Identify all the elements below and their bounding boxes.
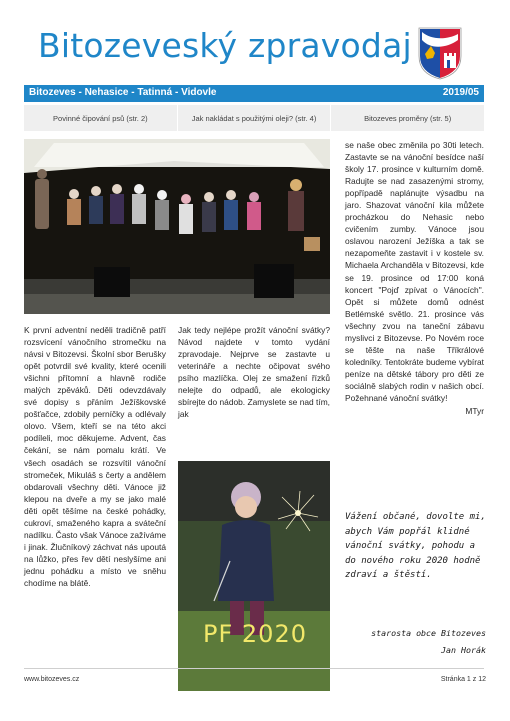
signature-name: Jan Horák bbox=[441, 645, 486, 655]
article-column-3 bbox=[345, 139, 484, 417]
article-signature: MTyr bbox=[465, 406, 484, 417]
page-number: Stránka 1 z 12 bbox=[440, 676, 486, 683]
teaser-item[interactable]: Jak nakládat s použitými oleji? (str. 4) bbox=[177, 105, 331, 131]
page-title: Bitozeveský zpravodaj bbox=[38, 26, 412, 65]
choir-photo bbox=[24, 139, 330, 314]
signature-role: starosta obce Bitozeves bbox=[371, 628, 486, 638]
header-bar bbox=[24, 85, 484, 102]
teaser-item[interactable]: Bitozeves proměny (str. 5) bbox=[330, 105, 484, 131]
footer-divider bbox=[24, 668, 484, 669]
article-column-3-text: se naše obec změnila po 30ti letech. Zastavte se na vánoční besídce naší školy 17. prosince v kulturním domě. Radujte se nad zasazenými stromy, popřípadě naplánujte výsadbu na jaro. Shazovat vánoční kila můžete procházkou do Nehasic nebo cvičením zumby. Vánoce jsou oslavou narození Ježíška a tak se nezapomeňte zastavit i v kostele sv. Michaela Archanděla v Bitozevsi, kde se 19. prosince od 17:00 koná koncert "Pojď zpívat o Vánocích". Opět si můžete domů odnést Betlémské světlo. 21. prosince vás všechny zvou na taneční zábavu myslivci z Bitozevse. Po Novém roce se těšte na naše Tříkrálové koledníky. Tentokráte budeme vybírat peníze na dětské tábory pro děti ze sociálně slabých rodin v našich obcí. Požehnané vánoční svátky! bbox=[345, 140, 484, 403]
issue-number: 2019/05 bbox=[442, 87, 479, 98]
article-column-2: Jak tedy nejlépe prožít vánoční svátky? Návod najdete v tomto vydání zpravodaje. Nejprve se zastavte u veterináře a nechte očipovat svého psího mazlíčka. Olej ze smažení řízků nelejte do odpadů, ale ekologicky sbírejte do nádob. Zamyslete se nad tím, jak bbox=[178, 325, 330, 420]
teaser-strip bbox=[24, 105, 484, 131]
footer-website-link[interactable]: www.bitozeves.cz bbox=[24, 676, 80, 683]
villages-label: Bitozeves - Nehasice - Tatinná - Vidovle bbox=[29, 87, 217, 98]
municipal-crest-icon bbox=[417, 26, 463, 80]
greeting-text: Vážení občané, dovolte mi, abych Vám popřál klidné vánoční svátky, pohodu a do nového roku 2020 hodně zdraví a štěstí. bbox=[345, 512, 486, 581]
photo-caption: PF 2020 bbox=[203, 620, 307, 648]
article-column-1: K první adventní neděli tradičně patří rozsvícení vánočního stromečku na návsi v Bitozevsi. Školní sbor Berušky opět potvrdil své kvality, které ocenili všichni přítomní a hlavně rodiče malých zpěváků. Děti odevzdávaly své dopisy s přáním Ježíškovské pošťačce, zdobily perníčky a odlévaly olovo. Všem, kteří se na této akci podíleli, moc děkujeme. Advent, čas čekání, se nám pomalu krátí. Ve všech osadách se rozsvítil vánoční stromeček, Mikuláš s čerty a andělem obdarovali všechny děti. Vánoce již klepou na dveře a my se jako malé děti opět těšíme na české pohádky, cukroví, smaženého kapra a sváteční nadílku. Často však Vánoce zažíváme i jinak. Žlučníkový záchvat nás upoutá na lůžko, přes řev dětí neslyšíme ani jednu pohádku a místo ve sněhu chodíme na blátě. bbox=[24, 325, 166, 588]
teaser-item[interactable]: Povinné čipování psů (str. 2) bbox=[53, 113, 148, 123]
